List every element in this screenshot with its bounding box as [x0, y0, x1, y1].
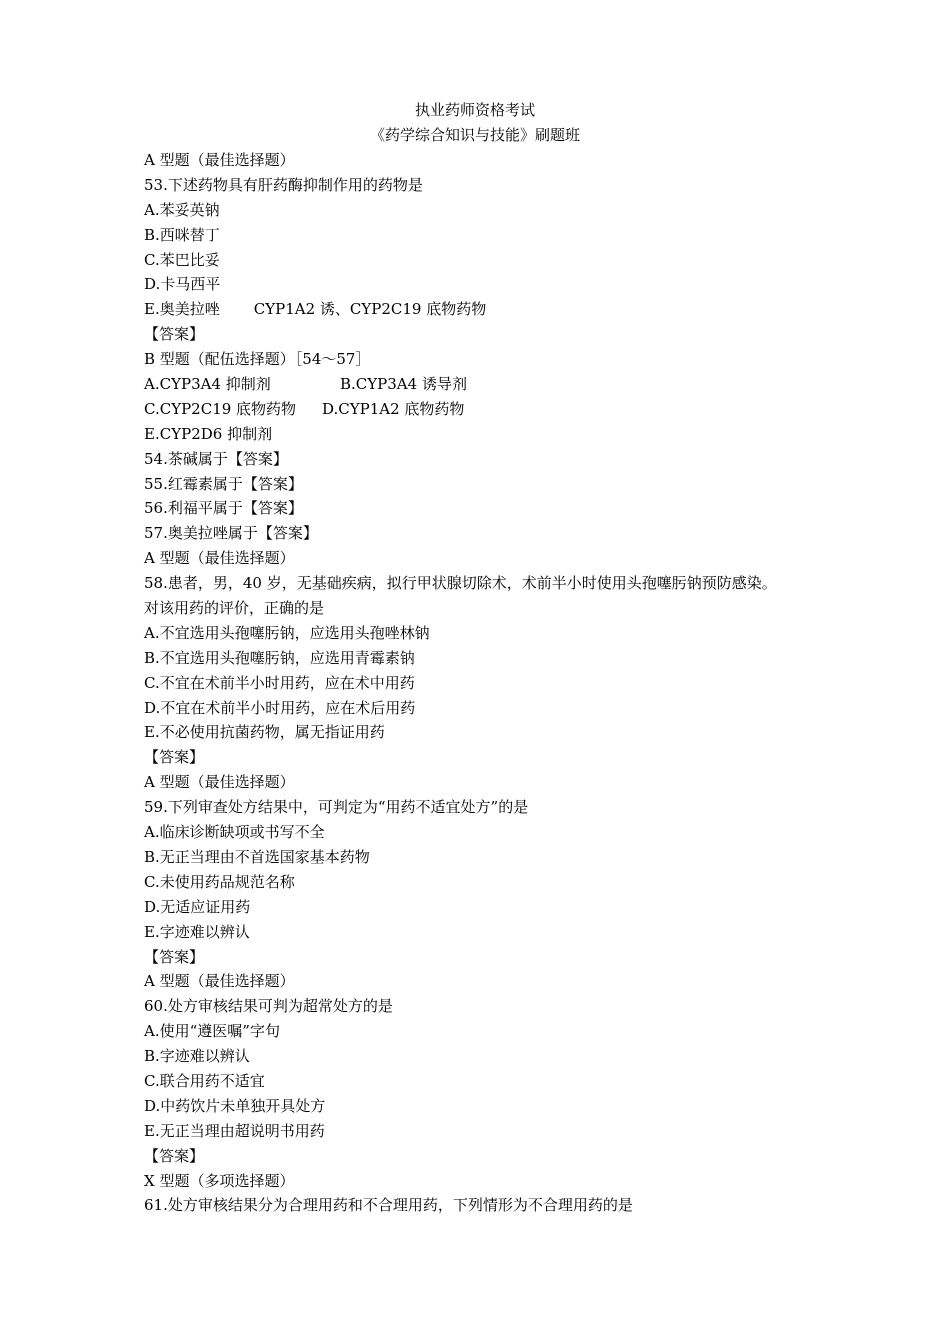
option-row — [144, 372, 844, 397]
question-stem: 59.下列审查处方结果中，可判定为“用药不适宜处方”的是 — [144, 798, 529, 817]
question-stem: 61.处方审核结果分为合理用药和不合理用药，下列情形为不合理用药的是 — [144, 1196, 633, 1215]
option-b: B.西咪替丁 — [144, 225, 220, 244]
answer-label: 【答案】 — [144, 748, 205, 767]
question-type: A 型题（最佳选择题） — [144, 972, 295, 991]
document-subtitle: 《药学综合知识与技能》刷题班 — [369, 126, 580, 144]
question-56: 56.利福平属于【答案】 — [144, 499, 303, 518]
option-b: B.字迹难以辨认 — [144, 1047, 250, 1066]
question-type: A 型题（最佳选择题） — [144, 549, 295, 568]
option-a: A.苯妥英钠 — [144, 200, 220, 219]
question-type: A 型题（最佳选择题） — [144, 151, 295, 169]
option-d: D.不宜在术前半小时用药，应在术后用药 — [144, 698, 416, 717]
option-a: A.不宜选用头孢噻肟钠，应选用头孢唑林钠 — [144, 623, 430, 642]
option-e-with-note — [144, 297, 844, 322]
option-a: A.临床诊断缺项或书写不全 — [144, 823, 325, 842]
question-57: 57.奥美拉唑属于【答案】 — [144, 524, 318, 543]
option-b: B.CYP3A4 诱导剂 — [340, 375, 467, 394]
option-c: C.未使用药品规范名称 — [144, 872, 295, 891]
answer-label: 【答案】 — [144, 947, 205, 966]
question-54: 54.茶碱属于【答案】 — [144, 449, 288, 468]
option-b: B.无正当理由不首选国家基本药物 — [144, 847, 370, 866]
option-c: C.CYP2C19 底物药物 — [144, 399, 297, 418]
option-e: E.不必使用抗菌药物，属无指证用药 — [144, 723, 385, 742]
option-d: D.无适应证用药 — [144, 897, 251, 916]
question-stem: 58.患者，男，40 岁，无基础疾病，拟行甲状腺切除术，术前半小时使用头孢噻肟钠预防感染。 — [144, 574, 777, 593]
document-body — [144, 148, 844, 1218]
question-stem-continued: 对该用药的评价，正确的是 — [144, 599, 325, 618]
question-type: B 型题（配伍选择题）［54～57］ — [144, 350, 371, 369]
answer-label: 【答案】 — [144, 325, 205, 344]
question-stem: 53.下述药物具有肝药酶抑制作用的药物是 — [144, 175, 423, 194]
option-row — [144, 397, 844, 422]
option-c: C.苯巴比妥 — [144, 250, 220, 269]
question-55: 55.红霉素属于【答案】 — [144, 474, 303, 493]
option-b: B.不宜选用头孢噻肟钠，应选用青霉素钠 — [144, 648, 415, 667]
answer-label: 【答案】 — [144, 1146, 205, 1165]
question-type: A 型题（最佳选择题） — [144, 773, 295, 792]
option-d: D.卡马西平 — [144, 275, 221, 294]
option-e: E.奥美拉唑 — [144, 300, 220, 319]
option-d: D.CYP1A2 底物药物 — [322, 399, 465, 418]
document-title: 执业药师资格考试 — [414, 101, 535, 119]
option-c: C.不宜在术前半小时用药，应在术中用药 — [144, 673, 415, 692]
option-e: E.字迹难以辨认 — [144, 922, 250, 941]
option-a: A.CYP3A4 抑制剂 — [144, 375, 271, 394]
option-d: D.中药饮片未单独开具处方 — [144, 1096, 326, 1115]
option-note: CYP1A2 诱、CYP2C19 底物药物 — [253, 300, 487, 319]
question-type: X 型题（多项选择题） — [144, 1171, 295, 1190]
option-c: C.联合用药不适宜 — [144, 1071, 265, 1090]
option-e: E.CYP2D6 抑制剂 — [144, 424, 273, 443]
option-e: E.无正当理由超说明书用药 — [144, 1121, 325, 1140]
option-a: A.使用“遵医嘱”字句 — [144, 1022, 280, 1041]
question-stem: 60.处方审核结果可判为超常处方的是 — [144, 997, 393, 1016]
